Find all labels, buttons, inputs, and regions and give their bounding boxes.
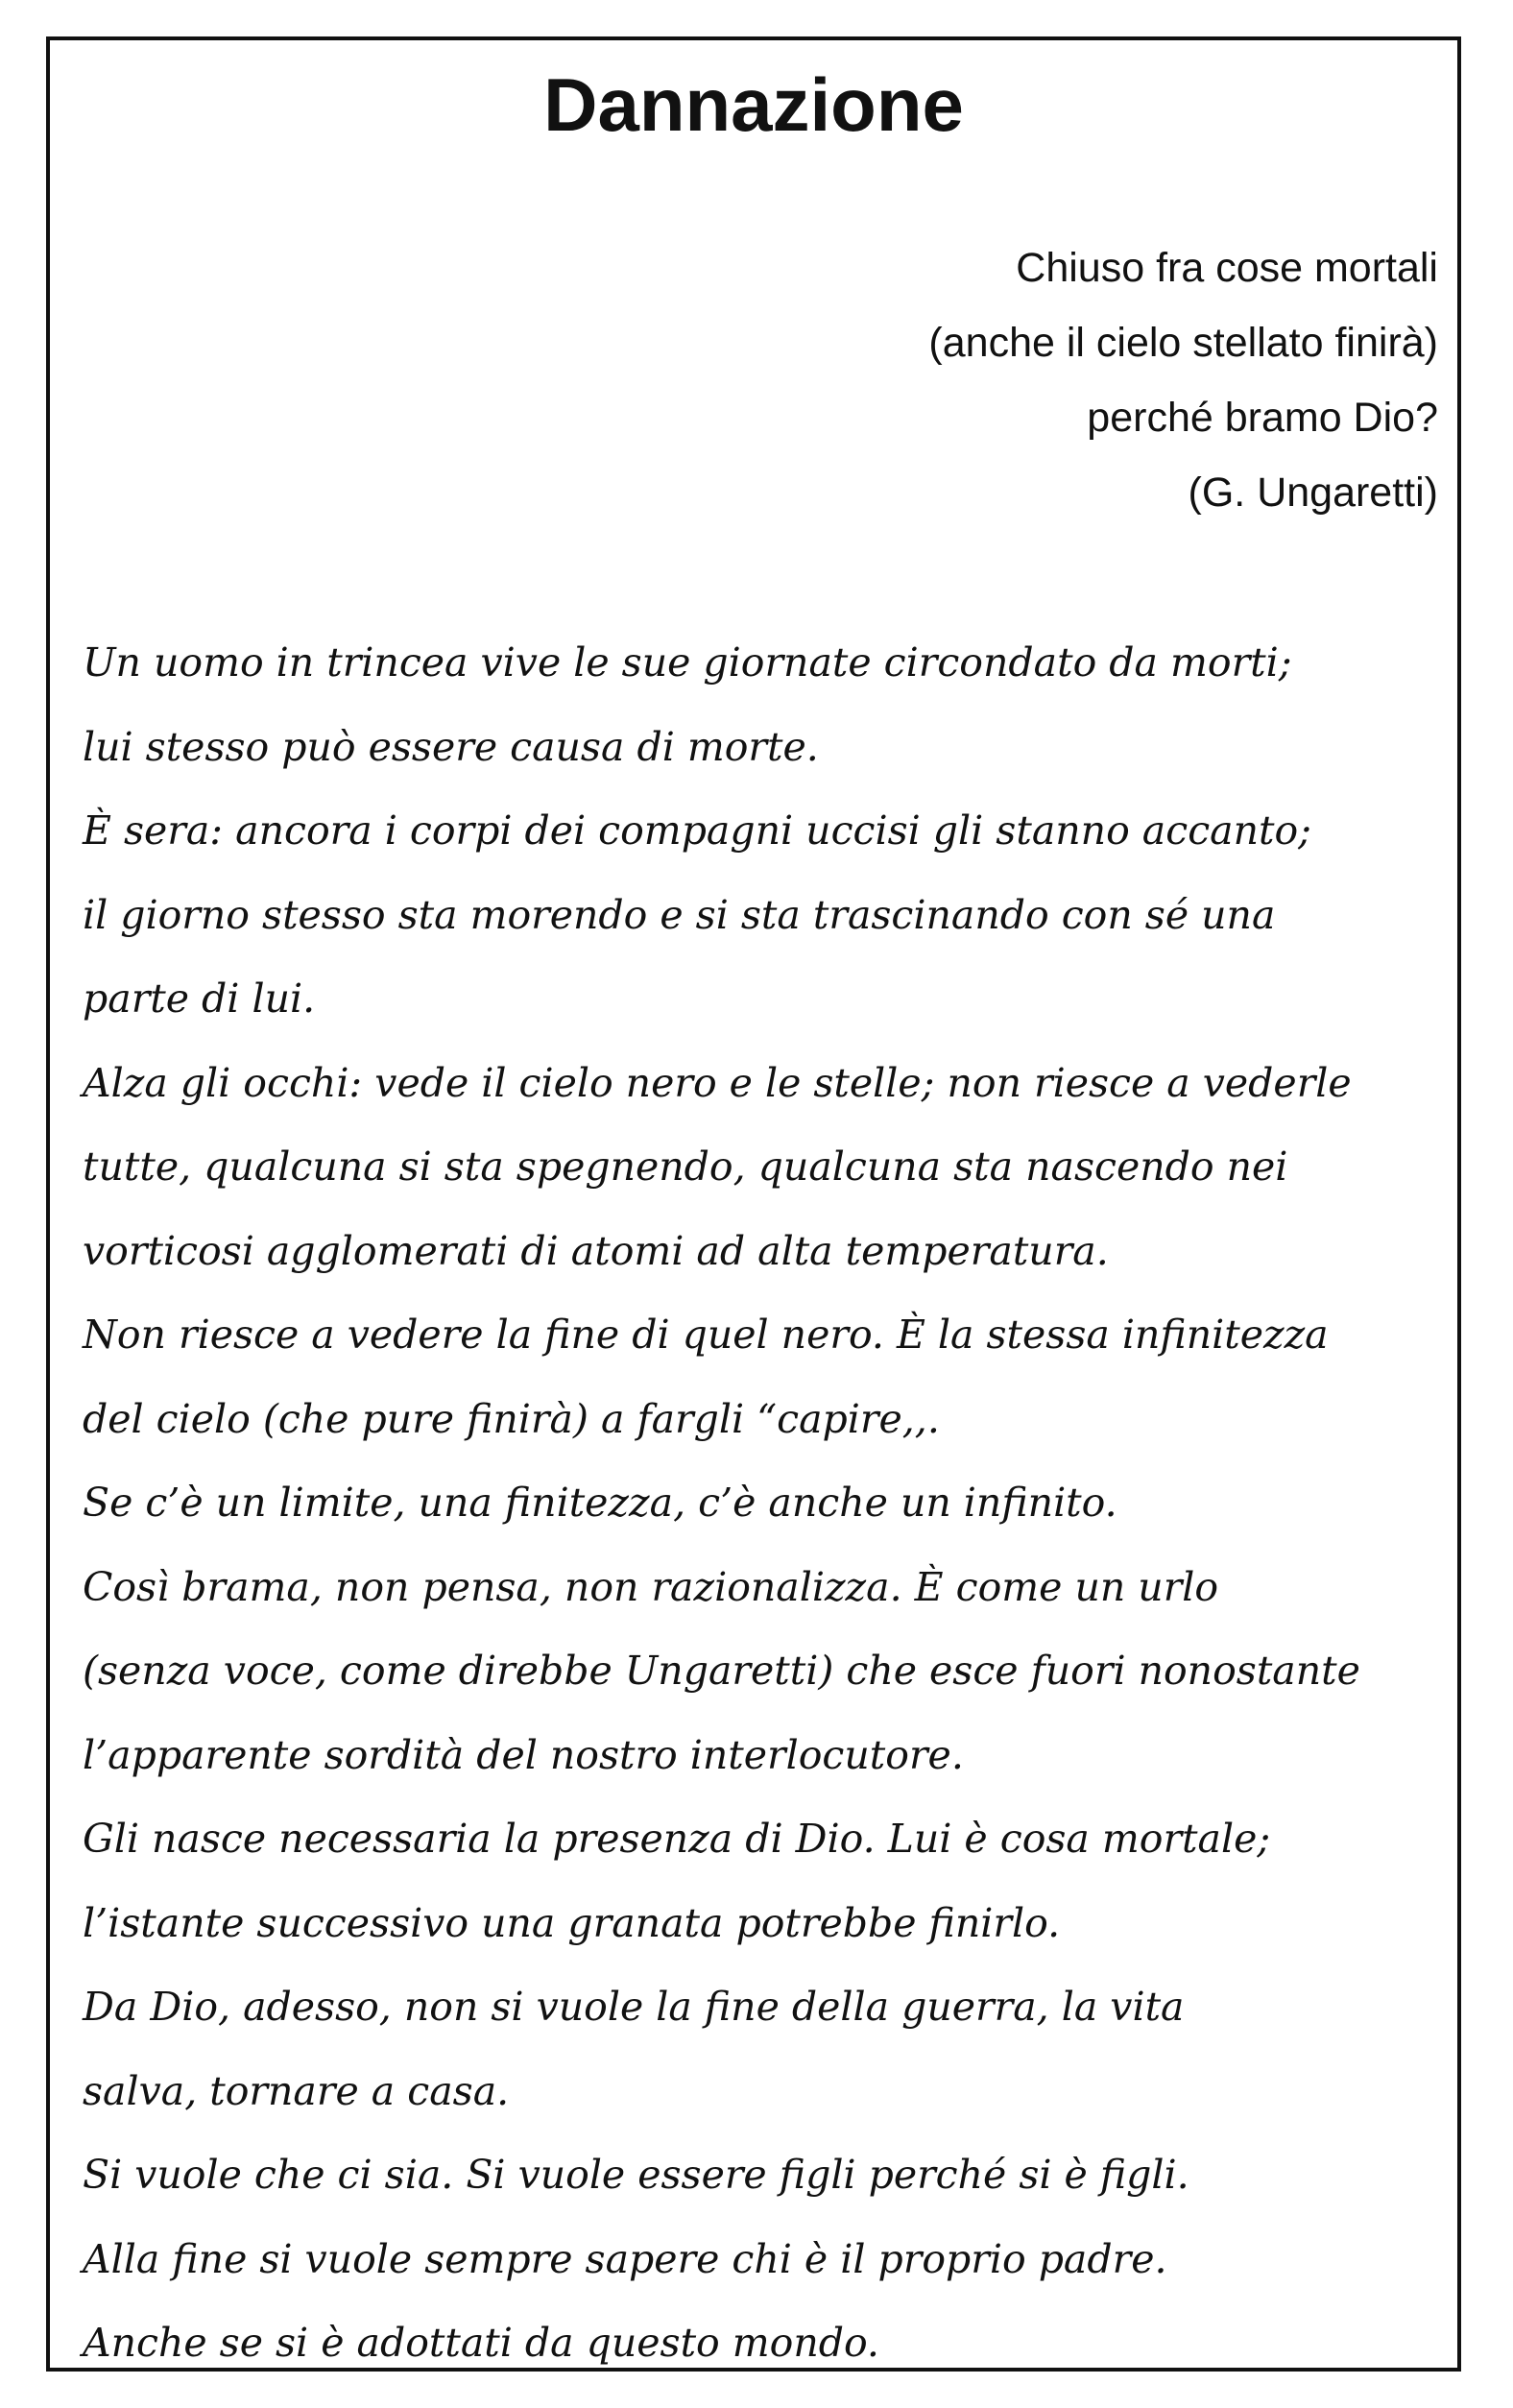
text-line: Così brama, non pensa, non razionalizza. È come un urlo	[83, 1563, 1219, 1610]
text-line: Anche se si è adottati da questo mondo.	[83, 2320, 879, 2366]
text-line: Alza gli occhi: vede il cielo nero e le stelle; non riesce a vederle	[83, 1059, 1352, 1106]
text-line: È sera: ancora i corpi dei compagni uccisi gli stanno accanto;	[83, 807, 1311, 854]
text-line: tutte, qualcuna si sta spegnendo, qualcuna sta nascendo nei	[83, 1144, 1288, 1190]
text-line: lui stesso può essere causa di morte.	[83, 723, 819, 770]
text-line: Se c’è un limite, una finitezza, c’è anche un infinito.	[83, 1480, 1117, 1526]
page-title: Dannazione	[543, 62, 964, 147]
text-line: del cielo (che pure finirà) a fargli “capire,,.	[83, 1395, 940, 1442]
text-line: l’istante successivo una granata potrebbe finirlo.	[83, 1899, 1061, 1946]
text-line: Gli nasce necessaria la presenza di Dio. Lui è cosa mortale;	[83, 1816, 1271, 1862]
text-line: Si vuole che ci sia. Si vuole essere figli perché si è figli.	[83, 2152, 1189, 2198]
epigraph-line: Chiuso fra cose mortali	[1016, 245, 1438, 291]
text-line: l’apparente sordità del nostro interlocutore.	[83, 1731, 964, 1778]
text-line: salva, tornare a casa.	[83, 2067, 510, 2114]
page-frame	[46, 36, 1461, 2372]
text-line: parte di lui.	[83, 975, 316, 1022]
text-line: vorticosi agglomerati di atomi ad alta temperatura.	[83, 1227, 1109, 1274]
text-line: Da Dio, adesso, non si vuole la fine della guerra, la vita	[83, 1984, 1185, 2030]
text-line: Non riesce a vedere la fine di quel nero. È la stessa infinitezza	[83, 1312, 1329, 1358]
epigraph-line: (anche il cielo stellato finirà)	[928, 320, 1438, 366]
text-line: (senza voce, come direbbe Ungaretti) che esce fuori nonostante	[83, 1648, 1360, 1694]
epigraph-attribution: (G. Ungaretti)	[1188, 470, 1438, 516]
text-line: Un uomo in trincea vive le sue giornate circondato da morti;	[83, 639, 1292, 686]
epigraph-line: perché bramo Dio?	[1087, 395, 1438, 441]
text-line: il giorno stesso sta morendo e si sta trascinando con sé una	[83, 891, 1276, 938]
text-line: Alla fine si vuole sempre sapere chi è il proprio padre.	[83, 2235, 1167, 2282]
body-text	[83, 621, 1427, 2386]
epigraph	[928, 230, 1438, 530]
